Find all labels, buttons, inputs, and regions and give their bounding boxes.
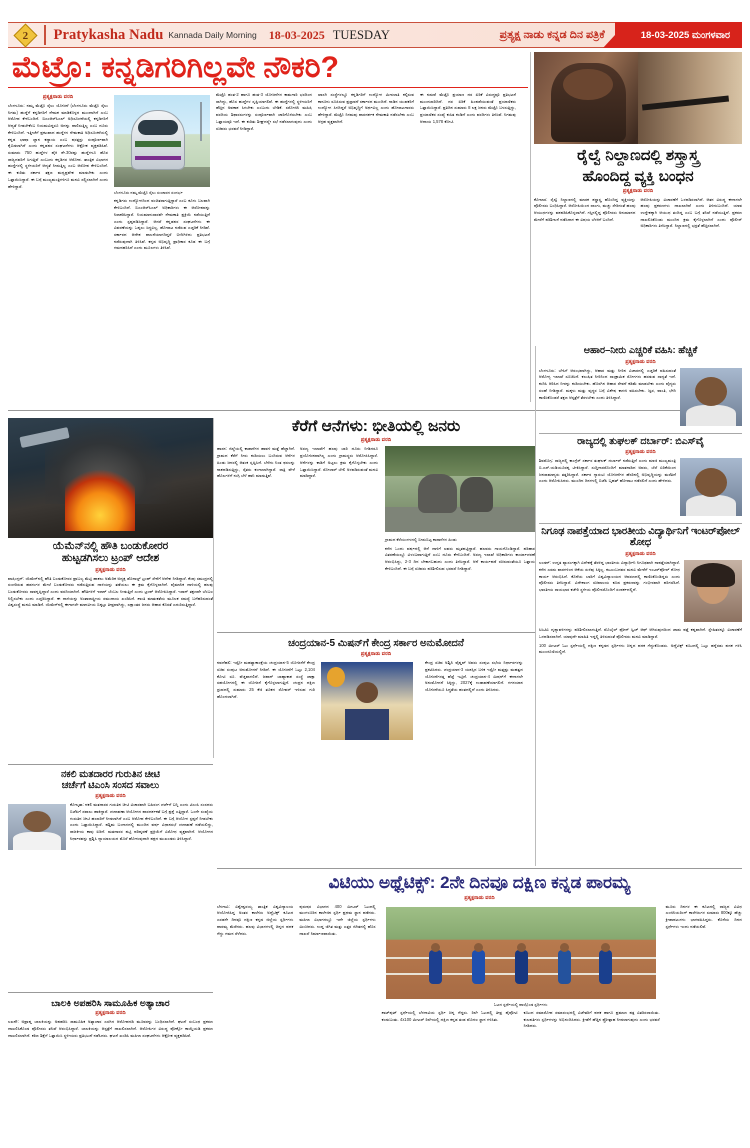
official-face xyxy=(695,377,727,406)
section-rule-2 xyxy=(217,632,535,633)
bsy-body-shape xyxy=(686,495,736,516)
runner-5 xyxy=(599,950,612,984)
elephant-headline: ಕೆರೆಗೆ ಆನೆಗಳು: ಭೀತಿಯಲ್ಲಿ ಜನರು xyxy=(291,418,461,435)
podium xyxy=(345,709,389,740)
chandrayaan-body-wrap xyxy=(217,660,535,742)
road xyxy=(385,507,535,533)
elephant-byline: ಪ್ರತ್ಯಕ್ಷನಾಡು ವರದಿ xyxy=(360,437,392,444)
chandrayaan-body-2: ಕೇಂದ್ರ ಸಚಿವ ಅಶ್ವಿನಿ ವೈಷ್ಣವ್ ಅವರು ಸಂಪುಟ ಸಭೆಯ ನಿರ್ಧಾರಗಳನ್ನು ಪ್ರಕಟಿಸಿದರು. ಚಂದ್ರಯಾನ-3 ಯಶಸ್ಸಿನ ಬಳಿಕ ಇಸ್ರೋ ಮತ್ತಷ್ಟು ಮಹತ್ವದ ಯೋಜನೆಗಳತ್ತ ಹೆಜ್ಜೆ ಇಟ್ಟಿದೆ. ಚಂದ್ರಯಾನ-4 ಮಿಷನ್‌ಗೆ ಈಗಾಗಲೇ ಅನುಮೋದನೆ ಸಿಕ್ಕಿದ್ದು, 2027ಕ್ಕೆ ಉಡಾವಣೆಯಾಗಲಿದೆ. ಗಗನಯಾನ ಯೋಜನೆಯೂ ಸಿದ್ಧತೆಯ ಹಂತದಲ್ಲಿದೆ ಎಂದು ತಿಳಿಸಿದರು. xyxy=(425,660,523,693)
chandrayaan-byline: ಪ್ರತ್ಯಕ್ಷನಾಡು ವರದಿ xyxy=(360,651,392,658)
bsy-headline: ರಾಜ್ಯದಲ್ಲಿ ತುಘಲಕ್ ದರ್ಬಾರ್: ಬಿಎಸ್‌ವೈ xyxy=(577,435,704,447)
yemen-headline-line2: ಹುಟ್ಟಡಗಿಸಲು ಟ್ರಂಪ್ ಆದೇಶ xyxy=(61,551,160,564)
health-official-photo xyxy=(680,368,742,426)
metro-pole xyxy=(200,102,202,141)
elephant-photo-caption: ಗ್ರಾಮದ ಕೆರೆಯಂಗಳದಲ್ಲಿ ಬೀಡುಬಿಟ್ಟ ಕಾಡಾನೆಗಳ ಹಿಂಡು xyxy=(385,537,457,543)
tmc-headline-line2: ಚರ್ಚೆಗೆ ಟಿಎಂಸಿ ಸಂಸದ ಸವಾಲು xyxy=(61,779,160,791)
mp-body xyxy=(13,832,62,850)
arrest-body-2: ಆರೋಪಿಯನ್ನು ವಿಚಾರಣೆಗೆ ಒಳಪಡಿಸಲಾಗಿದೆ. ಆತನ ವಿರುದ್ಧ ಈಗಾಗಲೇ ಹಲವು ಪ್ರಕರಣಗಳು ದಾಖಲಾಗಿವೆ ಎಂದು ತಿಳಿದುಬಂದಿದೆ. ಯಾವ ಉದ್ದೇಶಕ್ಕಾಗಿ ಆಯುಧ ತಂದಿದ್ದ ಎಂಬ ಬಗ್ಗೆ ತನಿಖೆ ನಡೆಯುತ್ತಿದೆ. ಪ್ರಕರಣ ದಾಖಲಿಸಿಕೊಂಡು ಮುಂದಿನ ಕ್ರಮ ಕೈಗೊಳ್ಳಲಾಗಿದೆ ಎಂದು ಪೊಲೀಸ್ ಅಧಿಕಾರಿಗಳು ತಿಳಿಸಿದ್ದಾರೆ. ನಿಲ್ದಾಣದಲ್ಲಿ ಭದ್ರತೆ ಹೆಚ್ಚಿಸಲಾಗಿದೆ. xyxy=(640,196,742,229)
forest-backdrop xyxy=(385,446,535,475)
sports-column-2 xyxy=(299,904,375,1031)
bsy-byline: ಪ್ರತ್ಯಕ್ಷನಾಡು ವರದಿ xyxy=(625,449,656,456)
newspaper-title: Pratykasha Nadu xyxy=(53,26,164,43)
sports-column-1 xyxy=(217,904,293,1031)
metro-train-photo xyxy=(114,95,210,187)
yemen-photo xyxy=(8,418,213,538)
arrest-story xyxy=(534,52,742,230)
page-number: 2 xyxy=(22,29,28,41)
lead-body-3: ಮೆಟ್ರೊ ಹಂತ-2 ಹಾಗೂ ಹಂತ-3 ಯೋಜನೆಗಳ ಕಾಮಗಾರಿ ಭರದಿಂದ ಸಾಗಿದ್ದು, ಹೊಸ ಹುದ್ದೆಗಳ ಸೃಷ್ಟಿಯಾಗಲಿವೆ. ಈ ಹುದ್ದೆಗಳಲ್ಲಿ ಸ್ಥಳೀಯರಿಗೆ ಹೆಚ್ಚಿನ ಅವಕಾಶ ಸಿಗಬೇಕು ಎಂಬುದು ಬೇಡಿಕೆ. ಸರೋಜಿನಿ ಮಹಿಷಿ ವರದಿಯ ಶಿಫಾರಸುಗಳನ್ನು ಸಂಪೂರ್ಣವಾಗಿ ಜಾರಿಗೊಳಿಸಬೇಕು ಎಂಬ ಒತ್ತಾಯವೂ ಇದೆ. ಈ ಕುರಿತು ಶೀಘ್ರದಲ್ಲೇ ಸಭೆ ನಡೆಸಲಾಗುವುದು ಎಂದು ಸಚಿವರು ಭರವಸೆ ನೀಡಿದ್ದಾರೆ. xyxy=(216,92,312,131)
metro-train xyxy=(131,110,185,171)
masthead-kannada-date: 18-03-2025 ಮಂಗಳವಾರ xyxy=(615,22,742,48)
sports-body-3: ಶಾಟ್‌ಪುಟ್ ಸ್ಪರ್ಧೆಯಲ್ಲಿ ಬೆಳಗಾವಿಯ ಸ್ಪರ್ಧಿ ಚಿನ್ನ ಗೆದ್ದರು. ರಿಲೇ ಓಟದಲ್ಲಿ ತೀವ್ರ ಪೈಪೋಟಿ ಕಂಡುಬಂತು. 4x100 ಮೀಟರ್ ರಿಲೇಯಲ್ಲಿ ದಕ್ಷಿಣ ಕನ್ನಡ ತಂಡ ಮೊದಲ ಸ್ಥಾನ ಗಳಿಸಿತು. xyxy=(381,1010,518,1022)
lead-column-3 xyxy=(216,92,312,252)
masthead-date: 18-03-2025 xyxy=(268,27,325,42)
runner-1 xyxy=(429,950,442,984)
masthead xyxy=(8,22,742,48)
elephant-body-1: ಹಾಸನ: ಜಿಲ್ಲೆಯಲ್ಲಿ ಕಾಡಾನೆಗಳ ಹಾವಳಿ ಮತ್ತೆ ಹೆಚ್ಚಾಗಿದೆ. ಗ್ರಾಮದ ಕೆರೆಗೆ ನೀರು ಕುಡಿಯಲು ಬಂದಿರುವ ಆನೆಗಳ ಹಿಂಡು ಜನರಲ್ಲಿ ಆತಂಕ ಸೃಷ್ಟಿಸಿದೆ. ಬೆಳೆದು ನಿಂತ ಫಸಲನ್ನು ನಾಶಪಡಿಸುತ್ತಿದ್ದು, ರೈತರು ಕಂಗಾಲಾಗಿದ್ದಾರೆ. ರಾತ್ರಿ ವೇಳೆ ಹೊಲಗಳಿಗೆ ನುಗ್ಗಿ ಬೆಳೆ ಹಾನಿ ಮಾಡುತ್ತಿವೆ. xyxy=(217,446,295,479)
lead-body-5: ಈ ನಡುವೆ ಮೆಟ್ರೊ ಪ್ರಯಾಣ ದರ ಏರಿಕೆ ವಿರುದ್ಧವೂ ಪ್ರತಿಭಟನೆ ಮುಂದುವರಿದಿದೆ. ದರ ಏರಿಕೆ ಹಿಂಪಡೆಯುವಂತೆ ಪ್ರಯಾಣಿಕರು ಒತ್ತಾಯಿಸಿದ್ದಾರೆ. ಪ್ರತಿದಿನ ಸುಮಾರು 8 ಲಕ್ಷ ಜನರು ಮೆಟ್ರೊ ಬಳಸುತ್ತಿದ್ದು, ಪ್ರಯಾಣಿಕರ ಸಂಖ್ಯೆ ಕುಸಿತ ಕಂಡಿದೆ ಎಂದು ವರದಿಗಳು ತಿಳಿಸಿವೆ. ನಿಗಮವು ಆದಾಯ 1,578 ಕೋಟಿ. xyxy=(420,92,516,124)
sports-photo xyxy=(386,907,656,999)
sports-body-4: ಕೂಟದ ಸಮಾರೋಪ ಸಮಾರಂಭದಲ್ಲಿ ವಿಜೇತರಿಗೆ ಪದಕ ಹಾಗೂ ಪ್ರಮಾಣ ಪತ್ರ ವಿತರಿಸಲಾಯಿತು. ಕುಲಪತಿಗಳು ಸ್ಪರ್ಧಿಗಳನ್ನು ಅಭಿನಂದಿಸಿದರು. ಕ್ರೀಡೆಗೆ ಹೆಚ್ಚಿನ ಪ್ರೋತ್ಸಾಹ ನೀಡಲಾಗುವುದು ಎಂದು ಭರವಸೆ ನೀಡಿದರು. xyxy=(523,1010,660,1029)
health-headline: ಆಹಾರ–ನೀರು ಎಚ್ಚರಿಕೆ ವಹಿಸಿ: ಹೆಚ್ಚಿಕೆ xyxy=(583,345,698,356)
diamond-icon xyxy=(13,23,37,47)
bsy-photo xyxy=(680,458,742,516)
arrest-byline: ಪ್ರತ್ಯಕ್ಷನಾಡು ವರದಿ xyxy=(622,187,654,194)
elephant-1 xyxy=(418,474,457,514)
bsy-body-wrap xyxy=(539,458,742,519)
elephant-body-2: ಅರಣ್ಯ ಇಲಾಖೆಗೆ ಹಲವು ಬಾರಿ ದೂರು ನೀಡಿದರೂ ಪ್ರಯೋಜನವಾಗಿಲ್ಲ ಎಂದು ಗ್ರಾಮಸ್ಥರು ಆರೋಪಿಸಿದ್ದಾರೆ. ಆನೆಗಳನ್ನು ಕಾಡಿಗೆ ಅಟ್ಟಲು ಕ್ರಮ ಕೈಗೊಳ್ಳಬೇಕು ಎಂದು ಒತ್ತಾಯಿಸಿದ್ದಾರೆ. ಸೋಲಾರ್ ಬೇಲಿ ಅಳವಡಿಸುವಂತೆ ಮನವಿ ಮಾಡಿದ್ದಾರೆ. xyxy=(300,446,378,479)
interpol-byline: ಪ್ರತ್ಯಕ್ಷನಾಡು ವರದಿ xyxy=(625,551,656,558)
sports-headline: ವಿಟಿಯು ಅಥ್ಲೆಟಿಕ್ಸ್: 2ನೇ ದಿನವೂ ದಕ್ಷಿಣ ಕನ್ನಡ ಪಾರಮ್ಯ xyxy=(328,873,631,892)
lead-column-1 xyxy=(8,92,108,252)
fire-blast xyxy=(65,468,135,530)
tmc-byline: ಪ್ರತ್ಯಕ್ಷನಾಡು ವರದಿ xyxy=(95,793,126,800)
tmc-body-wrap xyxy=(8,802,213,852)
metro-stripe xyxy=(135,156,181,160)
arrest-columns xyxy=(534,197,742,231)
runner-3 xyxy=(515,950,528,984)
arrest-headline-line2: ಹೊಂದಿದ್ದ ವ್ಯಕ್ತಿ ಬಂಧನ xyxy=(582,167,694,185)
tmc-mp-photo xyxy=(8,804,66,850)
sports-columns xyxy=(217,904,742,1031)
section-rule-7 xyxy=(217,868,742,869)
emblem-icon xyxy=(327,667,345,687)
lead-body-2: ಕನ್ನಡಿಗರು ಉದ್ಯೋಗದಿಂದ ವಂಚಿತರಾಗುತ್ತಿದ್ದಾರೆ ಎಂಬ ಕೂಗು ಬಲವಾಗಿ ಕೇಳಿಬಂದಿದೆ. ಬಿಎಂಆರ್‌ಸಿಎಲ್ ಅಧಿಕಾರಿಗಳು ಈ ಆರೋಪವನ್ನು ನಿರಾಕರಿಸಿದ್ದಾರೆ. ನಿಯಮಾನುಸಾರವೇ ನೇಮಕಾತಿ ಪ್ರಕ್ರಿಯೆ ನಡೆಯುತ್ತಿದೆ ಎಂದು ಸ್ಪಷ್ಟಪಡಿಸಿದ್ದಾರೆ. ಆದರೆ ಕನ್ನಡಪರ ಸಂಘಟನೆಗಳು ಈ ವಿವರಣೆಯನ್ನು ಒಪ್ಪಲು ಸಿದ್ಧವಿಲ್ಲ. ಹೋರಾಟ ನಡೆಸುವ ಎಚ್ಚರಿಕೆ ನೀಡಿವೆ. ಸರ್ಕಾರದ ಆದೇಶ ಪಾಲನೆಯಾಗದಿದ್ದರೆ ಬೀದಿಗಿಳಿದು ಪ್ರತಿಭಟನೆ ನಡೆಸುವುದಾಗಿ ತಿಳಿಸಿವೆ. ಕನ್ನಡ ಅಭಿವೃದ್ಧಿ ಪ್ರಾಧಿಕಾರ ಕೂಡ ಈ ಬಗ್ಗೆ ಗಮನಹರಿಸಿದೆ ಎಂದು ಮೂಲಗಳು ತಿಳಿಸಿವೆ. xyxy=(114,198,210,251)
column-divider-2 xyxy=(213,418,214,758)
sports-photo-column xyxy=(382,904,660,1031)
section-rule-3 xyxy=(539,433,742,434)
student-hair xyxy=(691,563,735,588)
runner-4 xyxy=(558,950,571,984)
newspaper-subtitle: Kannada Daily Morning xyxy=(168,30,257,40)
page-number-badge xyxy=(8,23,42,47)
column-divider-1 xyxy=(530,52,531,402)
sports-byline: ಪ್ರತ್ಯಕ್ಷನಾಡು ವರದಿ xyxy=(464,894,495,901)
mp-face xyxy=(23,811,51,832)
section-rule-4 xyxy=(539,523,742,524)
elephant-body-3: ಕಳೆದ ಒಂದು ವರ್ಷದಲ್ಲಿ ಆನೆ ದಾಳಿಗೆ ಐವರು ಮೃತಪಟ್ಟಿದ್ದಾರೆ. ಹಲವರು ಗಾಯಗೊಂಡಿದ್ದಾರೆ. ಪರಿಹಾರ ವಿತರಣೆಯಲ್ಲೂ ವಿಳಂಬವಾಗುತ್ತಿದೆ ಎಂಬ ದೂರು ಕೇಳಿಬಂದಿದೆ. ಅರಣ್ಯ ಇಲಾಖೆ ಅಧಿಕಾರಿಗಳು ಕಾರ್ಯಾಚರಣೆ ಆರಂಭಿಸಿದ್ದು, 2-3 ದಿನ ಬೇಕಾಗಬಹುದು ಎಂದು ತಿಳಿಸಿದ್ದಾರೆ. ಆನೆ ಕಾರ್ಯಪಡೆ ರಚಿಸುವಂತೆಯೂ ಒತ್ತಾಯ ಕೇಳಿಬಂದಿದೆ. ಈ ಬಗ್ಗೆ ಸಚಿವರು ಪರಿಶೀಲಿಸುವ ಭರವಸೆ ನೀಡಿದ್ದಾರೆ. xyxy=(385,545,535,571)
health-body: ಬೆಂಗಳೂರು: ಬೇಸಿಗೆ ಆರಂಭವಾಗಿದ್ದು, ಆಹಾರ ಮತ್ತು ನೀರಿನ ವಿಚಾರದಲ್ಲಿ ಎಚ್ಚರಿಕೆ ವಹಿಸುವಂತೆ ಆರೋಗ್ಯ ಇಲಾಖೆ ಸೂಚಿಸಿದೆ. ಕಲುಷಿತ ನೀರಿನಿಂದ ಸಾಂಕ್ರಾಮಿಕ ರೋಗಗಳು ಹರಡುವ ಸಾಧ್ಯತೆ ಇದೆ. ಕುದಿಸಿ ಆರಿಸಿದ ನೀರನ್ನು ಕುಡಿಯಬೇಕು. ಹೊರಗಿನ ಆಹಾರ ಸೇವನೆ ಕಡಿಮೆ ಮಾಡಬೇಕು ಎಂದು ವೈದ್ಯರು ಸಲಹೆ ನೀಡಿದ್ದಾರೆ. ಮಕ್ಕಳು ಮತ್ತು ವೃದ್ಧರ ಬಗ್ಗೆ ವಿಶೇಷ ಕಾಳಜಿ ವಹಿಸಬೇಕು. ಜ್ವರ, ವಾಂತಿ, ಭೇದಿ ಕಾಣಿಸಿಕೊಂಡರೆ ತಕ್ಷಣ ಆಸ್ಪತ್ರೆಗೆ ತೆರಳಬೇಕು ಎಂದು ತಿಳಿಸಿದ್ದಾರೆ. xyxy=(539,367,676,400)
masthead-kannada-title: ಪ್ರತ್ಯಕ್ಷ ನಾಡು ಕನ್ನಡ ದಿನ ಪತ್ರಿಕೆ xyxy=(499,28,605,41)
lead-column-2 xyxy=(114,92,210,252)
minister-face xyxy=(356,682,378,702)
yemen-byline: ಪ್ರತ್ಯಕ್ಷನಾಡು ವರದಿ xyxy=(95,566,126,573)
section-rule-5 xyxy=(8,764,213,765)
student-photo xyxy=(684,560,742,622)
lead-body-1: ಬೆಂಗಳೂರು: ನಮ್ಮ ಮೆಟ್ರೊ ರೈಲು ಯೋಜನೆ (ಬೆಂಗಳೂರು ಮೆಟ್ರೊ ರೈಲು ನಿಗಮ) ಹುದ್ದೆಗೆ ಕನ್ನಡಿಗರಿಗೆ ನೇಮಕ ಮಾಡಿಕೊಳ್ಳದ ಮುಂದಾಗಿದೆ ಎಂಬ ಆರೋಪ ಕೇಳಿಬಂದಿದೆ. ಬಿಎಂಆರ್‌ಸಿಎಲ್ ಅಧಿಸೂಚನೆಯಲ್ಲಿ ಕನ್ನಡಿಗರಿಗೆ ಆದ್ಯತೆ ನೀಡಬೇಕೆಂಬ ನಿಯಮವಿದ್ದರೂ ಅದನ್ನು ಪಾಲಿಸುತ್ತಿಲ್ಲ ಎಂಬ ದೂರು ಕೇಳಿಬಂದಿದೆ. ಇತ್ತೀಚೆಗೆ ಪ್ರಕಟವಾದ ಹುದ್ದೆಗಳ ನೇಮಕಾತಿ ಅಧಿಸೂಚನೆಯಲ್ಲಿ ಕನ್ನಡ ಭಾಷಾ ಜ್ಞಾನ ಕಡ್ಡಾಯ ಎಂಬ ಷರತ್ತನ್ನು ಸಂಪೂರ್ಣವಾಗಿ ಕೈಬಿಡಲಾಗಿದೆ ಎಂದು ಕನ್ನಡಪರ ಸಂಘಟನೆಗಳು ಆಕ್ರೋಶ ವ್ಯಕ್ತಪಡಿಸಿವೆ. ಸುಮಾರು 750 ಹುದ್ದೆಗಳ ಪೈಕಿ ಶೇ.30ರಷ್ಟು ಹುದ್ದೆಗಳೂ ಹೊರ ರಾಜ್ಯದವರಿಗೆ ಸಿಗುತ್ತಿವೆ ಎಂಬುದು ಕನ್ನಡಿಗರ ಆರೋಪ. ತಾಂತ್ರಿಕ ವಿಭಾಗದ ಹುದ್ದೆಗಳಲ್ಲಿ ಸ್ಥಳೀಯರಿಗೆ ಆದ್ಯತೆ ನೀಡುತ್ತಿಲ್ಲ ಎಂಬ ಆರೋಪ ಕೇಳಿಬಂದಿದೆ. ಈ ಕುರಿತು ಸರ್ಕಾರ ತಕ್ಷಣ ಮಧ್ಯಪ್ರವೇಶ ಮಾಡಬೇಕು ಎಂದು ಒತ್ತಾಯಿಸಿದ್ದಾರೆ. ಈ ಬಗ್ಗೆ ಮುಖ್ಯಮಂತ್ರಿಗಳಿಗೂ ಮನವಿ ಸಲ್ಲಿಸಲಾಗಿದೆ ಎಂದು ಹೇಳಿದ್ದಾರೆ. xyxy=(8,103,108,189)
masthead-day: TUESDAY xyxy=(332,27,390,42)
sports-story xyxy=(217,874,742,1030)
masthead-divider xyxy=(44,25,46,45)
arrest-headline-line1: ರೈಲ್ವೆ ನಿಲ್ದಾಣದಲ್ಲಿ ಶಸ್ತ್ರಾಸ್ತ್ರ xyxy=(577,147,699,164)
sports-body-1: ಬೆಳಗಾವಿ: ವಿಶ್ವೇಶ್ವರಯ್ಯ ತಾಂತ್ರಿಕ ವಿಶ್ವವಿದ್ಯಾಲಯ ಆಯೋಜಿಸಿದ್ದ ಅಂತರ ಕಾಲೇಜು ಅಥ್ಲೆಟಿಕ್ಸ್ ಕೂಟದ ಎರಡನೇ ದಿನವೂ ದಕ್ಷಿಣ ಕನ್ನಡ ಜಿಲ್ಲೆಯ ಸ್ಪರ್ಧಿಗಳು ಪಾರಮ್ಯ ಮೆರೆದರು. ಹಲವು ವಿಭಾಗಗಳಲ್ಲಿ ಚಿನ್ನದ ಪದಕ ಗೆದ್ದು ಗಮನ ಸೆಳೆದರು. xyxy=(217,903,294,936)
arrest-body-1: ಕೋಲಾರ: ರೈಲ್ವೆ ನಿಲ್ದಾಣದಲ್ಲಿ ಮಾರಕ ಶಸ್ತ್ರಾಸ್ತ್ರ ಹೊಂದಿದ್ದ ವ್ಯಕ್ತಿಯನ್ನು ಪೊಲೀಸರು ಬಂಧಿಸಿದ್ದಾರೆ. ಆರೋಪಿಯಿಂದ ಲಾಂಗು, ಮಚ್ಚು ಸೇರಿದಂತೆ ಹಲವು ಆಯುಧಗಳನ್ನು ವಶಪಡಿಸಿಕೊಳ್ಳಲಾಗಿದೆ. ಗಸ್ತಿನಲ್ಲಿದ್ದ ಪೊಲೀಸರು ಅನುಮಾನದ ಮೇರೆಗೆ ಪರಿಶೀಲನೆ ನಡೆಸಿದಾಗ ಈ ವಿಷಯ ಬೆಳಕಿಗೆ ಬಂದಿದೆ. xyxy=(534,196,636,222)
elephant-story xyxy=(217,418,535,573)
sports-photo-caption: ಓಟದ ಸ್ಪರ್ಧೆಯಲ್ಲಿ ಪಾಲ್ಗೊಂಡ ಸ್ಪರ್ಧಿಗಳು xyxy=(493,1001,548,1007)
sports-body-2: ಪುರುಷರ ವಿಭಾಗದ 400 ಮೀಟರ್ ಓಟದಲ್ಲಿ ಮಂಗಳೂರಿನ ಕಾಲೇಜಿನ ಸ್ಪರ್ಧಿ ಪ್ರಥಮ ಸ್ಥಾನ ಪಡೆದರು. ಮಹಿಳಾ ವಿಭಾಗದಲ್ಲೂ ಇದೇ ಜಿಲ್ಲೆಯ ಸ್ಪರ್ಧಿಗಳು ಮಿಂಚಿದರು. ಉದ್ದ ಜಿಗಿತ ಮತ್ತು ಎತ್ತರ ಜಿಗಿತದಲ್ಲಿ ಹೊಸ ದಾಖಲೆ ನಿರ್ಮಾಣವಾಯಿತು. xyxy=(299,903,376,936)
interpol-headline: ನಿಗೂಢ ನಾಪತ್ತೆಯಾದ ಭಾರತೀಯ ವಿದ್ಯಾರ್ಥಿನಿಗೆ ಇಂಟರ್‌ಪೋಲ್ ಶೋಧ xyxy=(541,526,740,549)
right-column xyxy=(539,346,742,656)
elephant-photo xyxy=(385,446,535,532)
lead-story xyxy=(8,52,528,252)
official-body xyxy=(686,405,736,426)
assault-story xyxy=(8,998,213,1039)
tmc-headline-line1: ನಕಲಿ ಮತದಾರರ ಗುರುತಿನ ಚೀಟಿ xyxy=(61,769,160,780)
tmc-story xyxy=(8,770,213,852)
assault-body: ಲಖನೌ: ಅಪ್ರಾಪ್ತ ಬಾಲಕಿಯನ್ನು ಅಪಹರಿಸಿ ಸಾಮೂಹಿಕ ಅತ್ಯಾಚಾರ ಎಸಗಿದ ಆರೋಪದಡಿ ಮೂವರನ್ನು ಬಂಧಿಸಲಾಗಿದೆ. ಘಟನೆ ಸಂಬಂಧ ಪ್ರಕರಣ ದಾಖಲಿಸಿಕೊಂಡ ಪೊಲೀಸರು ತನಿಖೆ ಆರಂಭಿಸಿದ್ದಾರೆ. ಬಾಲಕಿಯನ್ನು ಆಸ್ಪತ್ರೆಗೆ ದಾಖಲಿಸಲಾಗಿದೆ. ಆರೋಪಿಗಳ ವಿರುದ್ಧ ಪೋಕ್ಸೋ ಕಾಯ್ದೆಯಡಿ ಪ್ರಕರಣ ದಾಖಲಿಸಲಾಗಿದೆ. ಕಠಿಣ ಶಿಕ್ಷೆಗೆ ಒತ್ತಾಯಿಸಿ ಸ್ಥಳೀಯರು ಪ್ರತಿಭಟನೆ ನಡೆಸಿದರು. ಘಟನೆ ಖಂಡಿಸಿ ಮಹಿಳಾ ಸಂಘಟನೆಗಳು ಆಕ್ರೋಶ ವ್ಯಕ್ತಪಡಿಸಿವೆ. xyxy=(8,1019,213,1038)
lead-rule xyxy=(8,87,528,89)
yemen-body: ವಾಷಿಂಗ್ಟನ್: ಯೆಮೆನ್‌ನಲ್ಲಿ ಹೌತಿ ಬಂಡುಕೋರರ ಪ್ರಾಬಲ್ಯ ಮೆಟ್ಟಿ ಹಾಕಲು ಅಮೆರಿಕ ಅಧ್ಯಕ್ಷ ಡೊನಾಲ್ಡ್ ಟ್ರಂಪ್ ಸೇನೆಗೆ ಆದೇಶ ನೀಡಿದ್ದಾರೆ. ಕೆಂಪು ಸಮುದ್ರದಲ್ಲಿ ಸಂಚರಿಸುವ ಹಡಗುಗಳ ಮೇಲೆ ಬಂಡುಕೋರರು ನಡೆಸುತ್ತಿರುವ ದಾಳಿಯನ್ನು ತಡೆಯಲು ಈ ಕ್ರಮ ಕೈಗೊಳ್ಳಲಾಗಿದೆ. ವೈಮಾನಿಕ ದಾಳಿಯಲ್ಲಿ ಹಲವು ಬಂಡುಕೋರರು ಸಾವನ್ನಪ್ಪಿದ್ದಾರೆ ಎಂದು ವರದಿಯಾಗಿದೆ. ಹೌತಿಗಳಿಗೆ ಇರಾನ್ ಬೆಂಬಲ ನೀಡುತ್ತಿದೆ ಎಂದು ಟ್ರಂಪ್ ಆರೋಪಿಸಿದ್ದಾರೆ. ಇರಾನ್ ತಕ್ಷಣವೇ ಬೆಂಬಲ ನಿಲ್ಲಿಸಬೇಕು ಎಂದು ಎಚ್ಚರಿಸಿದ್ದಾರೆ. ಈ ದಾಳಿಯನ್ನು ಅಂತಾರಾಷ್ಟ್ರೀಯ ಸಮುದಾಯ ಖಂಡಿಸಿದೆ. ಶಾಂತಿ ಮಾತುಕತೆಯ ಮೂಲಕ ಸಮಸ್ಯೆ ಬಗೆಹರಿಸುವಂತೆ ವಿಶ್ವಸಂಸ್ಥೆ ಮನವಿ ಮಾಡಿದೆ. ಯೆಮೆನ್‌ನಲ್ಲಿ ಈಗಾಗಲೇ ಮಾನವೀಯ ಬಿಕ್ಕಟ್ಟು ತೀವ್ರವಾಗಿದ್ದು, ಲಕ್ಷಾಂತರ ಜನರು ಆಹಾರ ಕೊರತೆ ಎದುರಿಸುತ್ತಿದ್ದಾರೆ. xyxy=(8,575,213,608)
photo-face xyxy=(563,69,613,100)
lead-column-5 xyxy=(420,92,516,252)
assault-byline: ಪ್ರತ್ಯಕ್ಷನಾಡು ವರದಿ xyxy=(95,1010,126,1017)
lead-columns xyxy=(8,92,528,252)
assault-headline: ಬಾಲಕಿ ಅಪಹರಿಸಿ ಸಾಮೂಹಿಕ ಅತ್ಯಾಚಾರ xyxy=(51,998,170,1008)
bsy-face xyxy=(695,468,727,497)
elephant-2 xyxy=(460,477,493,511)
lead-byline: ಪ್ರತ್ಯಕ್ಷನಾಡು ವರದಿ xyxy=(42,94,74,100)
elephant-body-wrap xyxy=(217,446,535,572)
interpol-body-wrap xyxy=(539,560,742,625)
lead-body-4: ಖಾಸಗಿ ಸಂಸ್ಥೆಗಳಲ್ಲೂ ಕನ್ನಡಿಗರಿಗೆ ಉದ್ಯೋಗ ಮೀಸಲಾತಿ ಕಲ್ಪಿಸುವ ಕಾನೂನು ರೂಪಿಸುವ ಪ್ರಸ್ತಾವನೆ ಸರ್ಕಾರದ ಮುಂದಿದೆ. ನಾಡಿನ ಯುವಕರಿಗೆ ಉದ್ಯೋಗ ಸಿಗದಿದ್ದರೆ ಅಭಿವೃದ್ಧಿಗೆ ಅರ್ಥವಿಲ್ಲ ಎಂದು ಹೋರಾಟಗಾರರು ಹೇಳಿದ್ದಾರೆ. ಮೆಟ್ರೊ ನಿಗಮವು ಪಾರದರ್ಶಕ ನೇಮಕಾತಿ ನಡೆಸಬೇಕು ಎಂಬ ಆಗ್ರಹ ವ್ಯಕ್ತವಾಗಿದೆ. xyxy=(318,92,414,124)
interpol-body: ಲಂಡನ್: ಉನ್ನತ ವ್ಯಾಸಂಗಕ್ಕಾಗಿ ವಿದೇಶಕ್ಕೆ ತೆರಳಿದ್ದ ಭಾರತೀಯ ವಿದ್ಯಾರ್ಥಿನಿ ನಿಗೂಢವಾಗಿ ನಾಪತ್ತೆಯಾಗಿದ್ದಾರೆ. ಕಳೆದ ಎರಡು ವಾರಗಳಿಂದ ಆಕೆಯ ಸುಳಿವು ಸಿಕ್ಕಿಲ್ಲ. ಕುಟುಂಬದವರ ಮನವಿ ಮೇರೆಗೆ ಇಂಟರ್‌ಪೋಲ್ ಶೋಧ ಕಾರ್ಯ ಆರಂಭಿಸಿದೆ. ಕೊನೆಯ ಬಾರಿಗೆ ವಿಶ್ವವಿದ್ಯಾಲಯದ ಆವರಣದಲ್ಲಿ ಕಾಣಿಸಿಕೊಂಡಿದ್ದರು ಎಂದು ಪೊಲೀಸರು ತಿಳಿಸಿದ್ದಾರೆ. ವಿದೇಶಾಂಗ ಸಚಿವಾಲಯ ಕೂಡ ಪ್ರಕರಣವನ್ನು ಗಂಭೀರವಾಗಿ ಪರಿಗಣಿಸಿದೆ. ಭಾರತೀಯ ರಾಯಭಾರ ಕಚೇರಿ ಸ್ಥಳೀಯ ಪೊಲೀಸರೊಂದಿಗೆ ಸಂಪರ್ಕದಲ್ಲಿದೆ. xyxy=(539,560,680,593)
minister-photo xyxy=(321,662,413,740)
section-rule-6 xyxy=(8,992,213,993)
column-divider-3 xyxy=(535,346,536,866)
yemen-story xyxy=(8,418,213,609)
sports-body-5: ಮೂರು ದಿನಗಳ ಈ ಕೂಟದಲ್ಲಿ ರಾಜ್ಯದ ವಿವಿಧ ಎಂಜಿನಿಯರಿಂಗ್ ಕಾಲೇಜುಗಳ ಸುಮಾರು 800ಕ್ಕೂ ಹೆಚ್ಚು ಕ್ರೀಡಾಪಟುಗಳು ಭಾಗವಹಿಸಿದ್ದರು. ಕೊನೆಯ ದಿನದ ಸ್ಪರ್ಧೆಗಳು ಇಂದು ನಡೆಯಲಿವೆ. xyxy=(665,903,742,929)
tmc-body: ಕೋಲ್ಕತಾ: ನಕಲಿ ಮತದಾರರ ಗುರುತಿನ ಚೀಟಿ ವಿಚಾರವಾಗಿ ಬಹಿರಂಗ ಚರ್ಚೆಗೆ ಬನ್ನಿ ಎಂದು ಟಿಎಂಸಿ ಸಂಸದರು ಬಿಜೆಪಿಗೆ ಸವಾಲು ಹಾಕಿದ್ದಾರೆ. ಚುನಾವಣಾ ಆಯೋಗದ ಪಾರದರ್ಶಕತೆ ಬಗ್ಗೆ ಪ್ರಶ್ನೆ ಎತ್ತಿದ್ದಾರೆ. ಒಂದೇ ಸಂಖ್ಯೆಯ ಗುರುತಿನ ಚೀಟಿ ಹಲವರಿಗೆ ನೀಡಲಾಗಿದೆ ಎಂಬ ಆರೋಪ ಕೇಳಿಬಂದಿದೆ. ಈ ಬಗ್ಗೆ ಆಯೋಗ ಸ್ಪಷ್ಟನೆ ನೀಡಬೇಕು ಎಂದು ಒತ್ತಾಯಿಸಿದ್ದಾರೆ. ಪಶ್ಚಿಮ ಬಂಗಾಳದಲ್ಲಿ ಮುಂದಿನ ವರ್ಷ ವಿಧಾನಸಭೆ ಚುನಾವಣೆ ನಡೆಯಲಿದ್ದು, ರಾಜಕೀಯ ಕಾವು ಏರಿದೆ. ಮತದಾರರ ಪಟ್ಟಿ ಪರಿಷ್ಕರಣೆ ಪ್ರಕ್ರಿಯೆಗೆ ವಿರೋಧ ವ್ಯಕ್ತವಾಗಿದೆ. ಆಯೋಗದ ನಿರ್ಧಾರವನ್ನು ಪ್ರಶ್ನಿಸಿ ನ್ಯಾಯಾಲಯದ ಮೊರೆ ಹೋಗುವುದಾಗಿ ಪಕ್ಷದ ಮುಖಂಡರು ತಿಳಿಸಿದ್ದಾರೆ. xyxy=(70,802,213,841)
chandrayaan-body-1: ನವದೆಹಲಿ: ಇಸ್ರೋ ಮಹತ್ವಾಕಾಂಕ್ಷೆಯ ಚಂದ್ರಯಾನ-5 ಯೋಜನೆಗೆ ಕೇಂದ್ರ ಸಚಿವ ಸಂಪುಟ ಅನುಮೋದನೆ ನೀಡಿದೆ. ಈ ಯೋಜನೆಗೆ ಒಟ್ಟು 2,104 ಕೋಟಿ ರೂ. ವೆಚ್ಚವಾಗಲಿದೆ. ಜಪಾನ್ ಬಾಹ್ಯಾಕಾಶ ಸಂಸ್ಥೆ ಜಾಕ್ಸಾ ಸಹಯೋಗದಲ್ಲಿ ಈ ಯೋಜನೆ ಕೈಗೊಳ್ಳಲಾಗುತ್ತಿದೆ. ಚಂದ್ರನ ದಕ್ಷಿಣ ಧ್ರುವದಲ್ಲಿ ಸುಮಾರು 25 ಕೆಜಿ ತೂಕದ ರೋವರ್ ಇಳಿಸುವ ಗುರಿ ಹೊಂದಲಾಗಿದೆ. xyxy=(217,660,315,699)
chandrayaan-story xyxy=(217,638,535,742)
lead-headline: ಮೆಟ್ರೊ: ಕನ್ನಡಿಗರಿಗಿಲ್ಲವೇ ನೌಕರಿ? xyxy=(12,51,339,84)
sports-column-5 xyxy=(666,904,742,1031)
health-body-wrap xyxy=(539,368,742,429)
yemen-headline-line1: ಯೆಮೆನ್‌ನಲ್ಲಿ ಹೌತಿ ಬಂಡುಕೋರರ xyxy=(52,540,169,552)
lead-photo-caption: ಬೆಂಗಳೂರು ನಮ್ಮ ಮೆಟ್ರೊ ರೈಲು ಸಂಚಾರದ ಸಂದರ್ಭ xyxy=(114,190,183,195)
arrest-photo xyxy=(534,52,742,144)
bsy-body: ಶಿವಮೊಗ್ಗ: ರಾಜ್ಯದಲ್ಲಿ ಕಾಂಗ್ರೆಸ್ ಸರ್ಕಾರ ತುಘಲಕ್ ದರ್ಬಾರ್ ನಡೆಸುತ್ತಿದೆ ಎಂದು ಮಾಜಿ ಮುಖ್ಯಮಂತ್ರಿ ಬಿ.ಎಸ್.ಯಡಿಯೂರಪ್ಪ ಟೀಕಿಸಿದ್ದಾರೆ. ಸುದ್ದಿಗಾರರೊಂದಿಗೆ ಮಾತನಾಡಿದ ಅವರು, ಬೆಲೆ ಏರಿಕೆಯಿಂದ ಜನಸಾಮಾನ್ಯರು ತತ್ತರಿಸಿದ್ದಾರೆ. ಸರ್ಕಾರ ಗ್ಯಾರಂಟಿ ಯೋಜನೆಗಳ ಹೆಸರಿನಲ್ಲಿ ಅಭಿವೃದ್ಧಿಯನ್ನು ಮರೆತಿದೆ ಎಂದು ಆರೋಪಿಸಿದರು. ಮುಂದಿನ ದಿನಗಳಲ್ಲಿ ಬಿಜೆಪಿ ಬೃಹತ್ ಹೋರಾಟ ನಡೆಸಲಿದೆ ಎಂದು ಹೇಳಿದರು. xyxy=(539,458,676,484)
lead-column-4 xyxy=(318,92,414,252)
sports-sidebar-body: 100 ಮೀಟರ್ ಓಟ ಸ್ಪರ್ಧೆಯಲ್ಲಿ ದಕ್ಷಿಣ ಕನ್ನಡದ ಸ್ಪರ್ಧಿಗಳು ಚಿನ್ನದ ಪದಕ ಗೆದ್ದುಕೊಂಡರು. ಅಥ್ಲೆಟಿಕ್ಸ್ ಕೂಟದಲ್ಲಿ ಒಟ್ಟು ಹನ್ನೆರಡು ಪದಕ ಗಳಿಸಿ ಮುಂಚೂಣಿಯಲ್ಲಿದೆ. xyxy=(539,642,742,655)
interpol-body-2: ಸಿಸಿಟಿವಿ ದೃಶ್ಯಾವಳಿಗಳನ್ನು ಪರಿಶೀಲಿಸಲಾಗುತ್ತಿದೆ. ಮೊಬೈಲ್ ಫೋನ್ ಸ್ವಿಚ್ ಆಫ್ ಆಗಿರುವುದರಿಂದ ಜಾಡು ಪತ್ತೆ ಕಷ್ಟವಾಗಿದೆ. ಸ್ನೇಹಿತರನ್ನೂ ವಿಚಾರಣೆಗೆ ಒಳಪಡಿಸಲಾಗಿದೆ. ಯಾವುದೇ ಮಾಹಿತಿ ಇದ್ದಲ್ಲಿ ತಿಳಿಸುವಂತೆ ಪೊಲೀಸರು ಮನವಿ ಮಾಡಿದ್ದಾರೆ. xyxy=(539,627,742,639)
health-byline: ಪ್ರತ್ಯಕ್ಷನಾಡು ವರದಿ xyxy=(625,358,656,365)
chandrayaan-headline: ಚಂದ್ರಯಾನ-5 ಮಿಷನ್‌ಗೆ ಕೇಂದ್ರ ಸರ್ಕಾರ ಅನುಮೋದನೆ xyxy=(288,638,464,649)
runner-2 xyxy=(472,950,485,984)
